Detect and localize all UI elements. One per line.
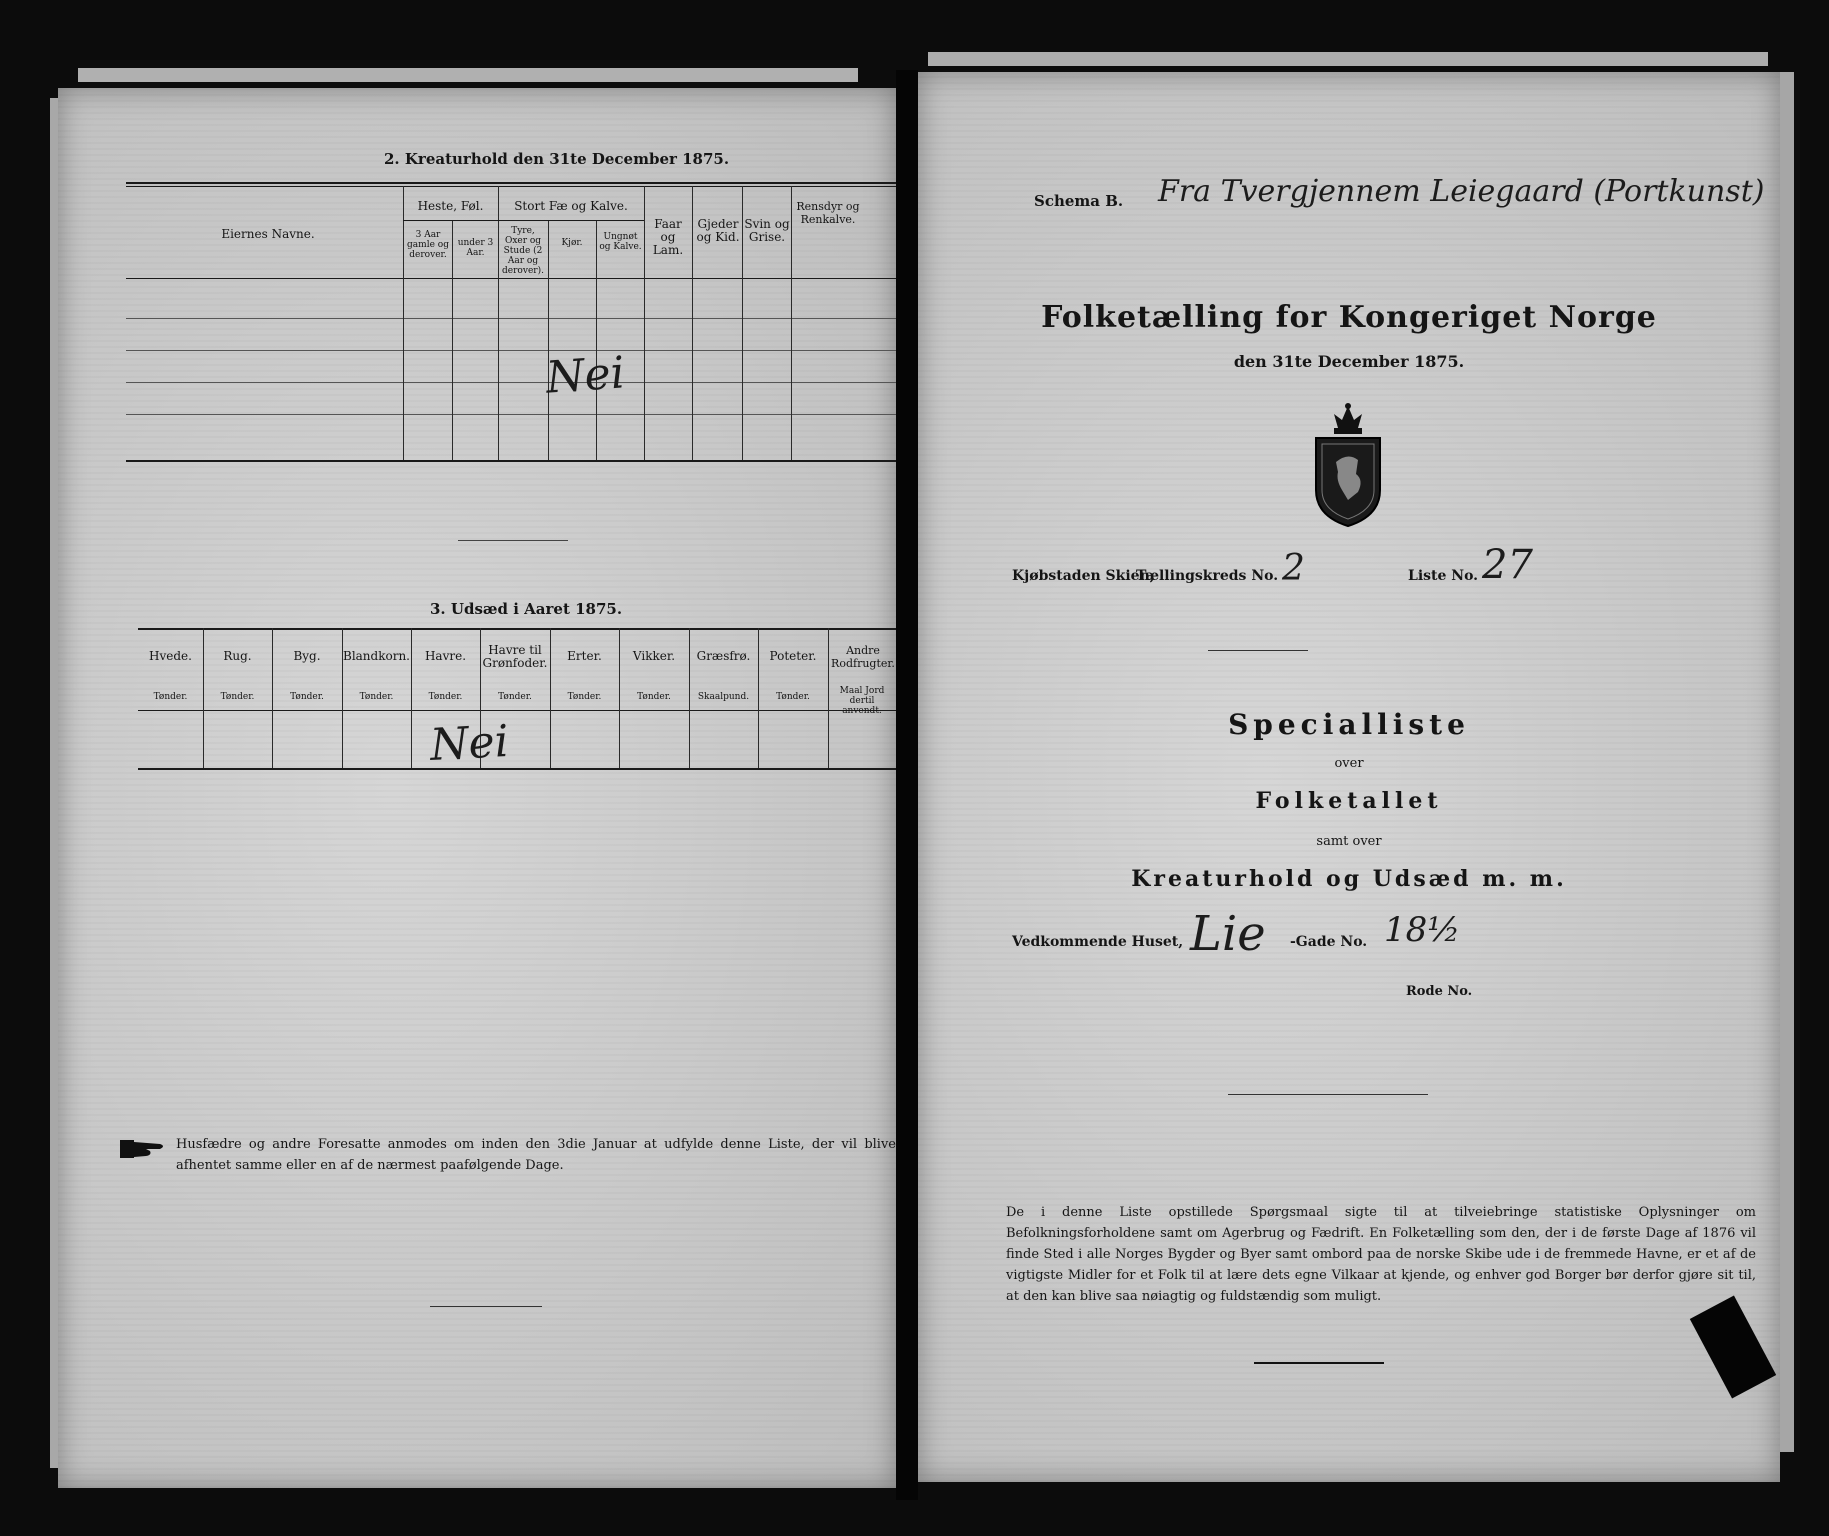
page-tab [1690,1296,1776,1399]
instructions-paragraph: De i denne Liste opstillede Spørgsmaal sigte til at tilveiebringe statistiske Oplysninger om Befolkningsforholdene samt om Agerbrug og Fædrift. En Folketælling som den, der i de første Dage af 1876 vil finde Sted i alle Norges Bygder og Byer samt ombord paa de norske Skibe ude i de fremmede Havne, er et af de vigtigste Midler for et Folk til at lære dets egne Vilkaar at kjende, og enhver god Borger bør derfor gjøre sit til, at den kan blive saa nøiagtig og fuldstændig som muligt. [1006,1205,1756,1304]
unit-potatoes: Tønder. [776,692,810,702]
col-goats: Gjeder og Kid. [696,217,740,244]
folketallet-heading: Folketallet [1255,788,1443,814]
col-bulls: Tyre, Oxer og Stude (2 Aar og derover). [502,226,544,276]
samt-over-text: samt over [1316,834,1382,849]
col-horses-adult: 3 Aar gamle og derover. [407,230,449,260]
divider [1228,1094,1428,1095]
street-name-value: Lie [1190,906,1266,962]
col-horses: Heste, Føl. [417,199,484,213]
col-grass-seed: Græsfrø. [696,649,751,663]
col-peas: Erter. [567,649,602,663]
col-owner-names: Eiernes Navne. [221,227,315,241]
notice-text: Husfædre og andre Foresatte anmodes om inden den 3die Januar at udfylde denne Liste, der vil blive afhentet samme eller en af de nærmest paafølgende Dage. [176,1137,896,1173]
col-cows: Kjør. [561,238,583,248]
vedkommende-label: Vedkommende Huset, [1012,934,1184,950]
kreaturhold-heading: Kreaturhold og Udsæd m. m. [1131,866,1567,892]
unit-root-crops: Maal Jord dertil anvendt. [839,686,885,716]
sowing-nei-entry: Nei [428,715,510,772]
liste-label: Liste No. [1408,568,1479,584]
right-page [918,72,1780,1482]
divider [430,1306,542,1307]
title-date: den 31te December 1875. [1233,352,1465,371]
col-horses-young: under 3 Aar. [457,238,494,258]
unit-grass-seed: Skaalpund. [697,692,750,702]
binding-spine [896,70,918,1500]
col-cattle: Stort Fæ og Kalve. [514,199,628,213]
page-edge [928,52,1768,66]
left-page [58,88,896,1488]
liste-value: 27 [1482,542,1533,588]
unit-rye: Tønder. [220,692,255,702]
tellingskreds-value: 2 [1282,548,1305,589]
divider [458,540,568,541]
unit-vetch: Tønder. [637,692,671,702]
kjobstad-label: Kjøbstaden Skien, [1012,568,1155,584]
page-edge [78,68,858,82]
livestock-nei-entry: Nei [544,347,627,404]
pointing-hand-icon [120,1138,166,1160]
col-reindeer: Rensdyr og Renkalve. [796,200,860,226]
coat-of-arms-icon [1308,400,1388,530]
page-edge [1780,72,1794,1452]
schema-label: Schema B. [1034,192,1124,210]
divider [1254,1362,1384,1364]
col-pigs: Svin og Grise. [744,217,790,244]
col-green-oats: Havre til Grønfoder. [482,643,548,670]
col-sheep: Faar og Lam. [652,217,684,257]
gade-number-value: 18½ [1384,910,1461,950]
col-oats: Havre. [424,649,467,663]
col-rye: Rug. [223,649,252,663]
col-vetch: Vikker. [632,649,676,663]
col-root-crops: Andre Rodfrugter. [831,644,895,670]
unit-barley: Tønder. [290,692,324,702]
specialliste-heading: Specialliste [1228,708,1470,741]
col-potatoes: Poteter. [769,649,817,663]
unit-wheat: Tønder. [153,692,188,702]
rode-label: Rode No. [1406,984,1473,999]
unit-peas: Tønder. [567,692,602,702]
col-barley: Byg. [293,649,321,663]
unit-green-oats: Tønder. [498,692,532,702]
section3-title: 3. Udsæd i Aaret 1875. [430,600,623,618]
col-mixed-grain: Blandkorn. [343,649,410,663]
col-calves: Ungnøt og Kalve. [599,232,642,252]
col-wheat: Hvede. [149,649,192,663]
main-title: Folketælling for Kongeriget Norge [1041,300,1657,335]
page-edge [50,98,58,1468]
divider [1208,650,1308,651]
unit-oats: Tønder. [428,692,463,702]
gade-label: -Gade No. [1290,934,1368,950]
tellingskreds-label: Tællingskreds No. [1136,568,1279,584]
handwritten-header: Fra Tvergjennem Leiegaard (Portkunst) [1158,174,1765,209]
over-text: over [1334,756,1364,771]
unit-mixed-grain: Tønder. [359,692,394,702]
section2-title: 2. Kreaturhold den 31te December 1875. [384,150,730,168]
